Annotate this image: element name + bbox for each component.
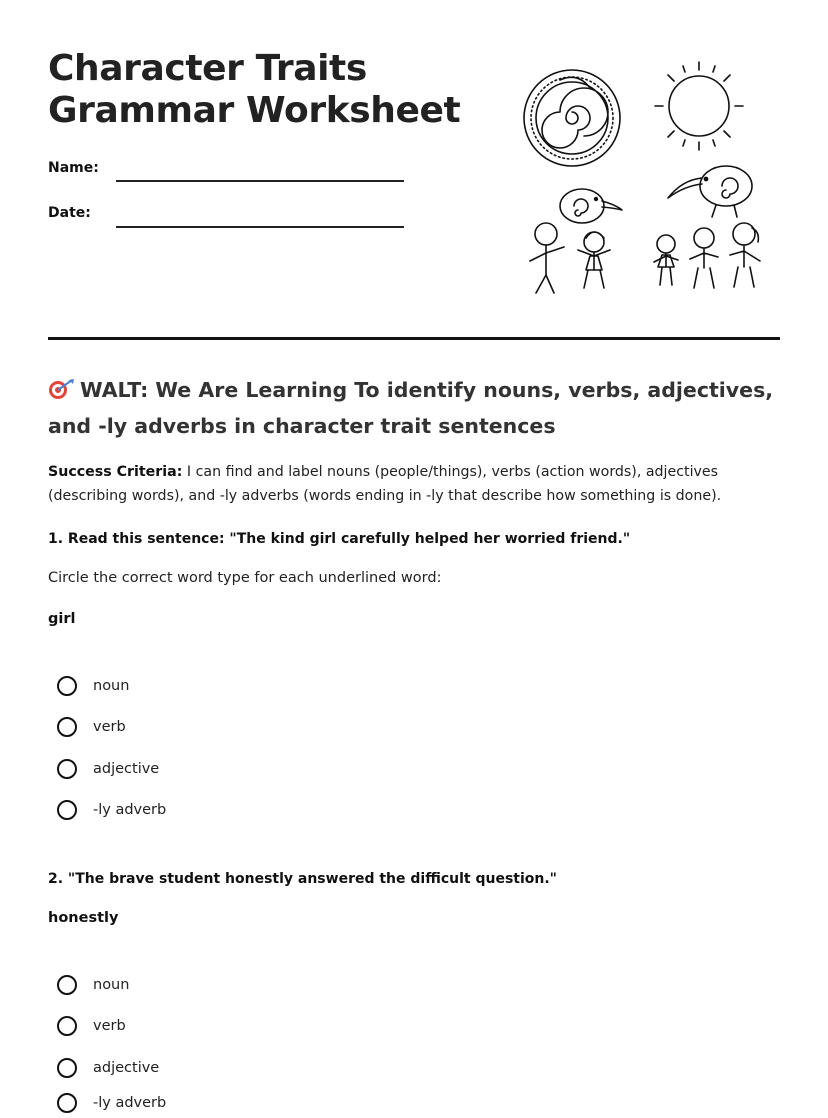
q2-option-noun[interactable] bbox=[57, 972, 129, 998]
option-label: noun bbox=[93, 678, 130, 694]
dart-target-icon bbox=[48, 378, 76, 400]
option-label: verb bbox=[93, 1018, 126, 1034]
radio-button[interactable] bbox=[57, 1093, 77, 1113]
option-label: -ly adverb bbox=[93, 802, 167, 818]
name-field[interactable] bbox=[116, 180, 404, 182]
q1-option-adjective[interactable] bbox=[57, 756, 159, 782]
radio-button[interactable] bbox=[57, 975, 77, 995]
q2-option-adjective[interactable] bbox=[57, 1055, 159, 1081]
success-criteria bbox=[48, 460, 778, 508]
question-1-instruction: Circle the correct word type for each underlined word: bbox=[48, 570, 442, 586]
q1-option-ly-adverb[interactable] bbox=[57, 797, 166, 823]
q1-option-noun[interactable] bbox=[57, 673, 129, 699]
koru-spiral-icon bbox=[524, 70, 620, 166]
radio-button[interactable] bbox=[57, 759, 77, 779]
radio-button[interactable] bbox=[57, 1058, 77, 1078]
question-2-word: honestly bbox=[48, 910, 119, 926]
walt-text: WALT: We Are Learning To identify nouns, verbs, adjectives, and -ly adverbs in character trait sentences bbox=[48, 378, 774, 438]
radio-button[interactable] bbox=[57, 717, 77, 737]
walt-heading bbox=[48, 372, 788, 444]
section-divider bbox=[48, 337, 780, 340]
option-label: verb bbox=[93, 719, 126, 735]
kiwi-bird-icon-2 bbox=[668, 166, 752, 217]
q2-option-verb[interactable] bbox=[57, 1013, 126, 1039]
worksheet-title-line-2: Grammar Worksheet bbox=[48, 90, 461, 131]
worksheet-title bbox=[48, 48, 460, 132]
date-field[interactable] bbox=[116, 226, 404, 228]
question-1-title: 1. Read this sentence: "The kind girl carefully helped her worried friend." bbox=[48, 531, 631, 547]
radio-button[interactable] bbox=[57, 676, 77, 696]
sun-icon bbox=[655, 62, 743, 150]
q1-option-verb[interactable] bbox=[57, 714, 126, 740]
kiwi-bird-icon bbox=[560, 189, 622, 223]
name-label: Name: bbox=[48, 160, 99, 176]
worksheet-illustration bbox=[516, 58, 778, 298]
option-label: adjective bbox=[93, 1060, 160, 1076]
question-1-word: girl bbox=[48, 611, 76, 627]
option-label: -ly adverb bbox=[93, 1095, 167, 1111]
success-criteria-label: Success Criteria: bbox=[48, 464, 183, 480]
question-2-title: 2. "The brave student honestly answered the difficult question." bbox=[48, 871, 557, 887]
option-label: adjective bbox=[93, 761, 160, 777]
radio-button[interactable] bbox=[57, 800, 77, 820]
date-label: Date: bbox=[48, 205, 91, 221]
q2-option-ly-adverb[interactable] bbox=[57, 1090, 166, 1116]
children-icon bbox=[530, 223, 760, 293]
worksheet-title-line-1: Character Traits bbox=[48, 48, 367, 89]
option-label: noun bbox=[93, 977, 130, 993]
success-criteria-text: I can find and label nouns (people/things), verbs (action words), adjectives (describing words), and -ly adverbs (words ending in -ly that describe how something is done). bbox=[48, 464, 722, 504]
radio-button[interactable] bbox=[57, 1016, 77, 1036]
